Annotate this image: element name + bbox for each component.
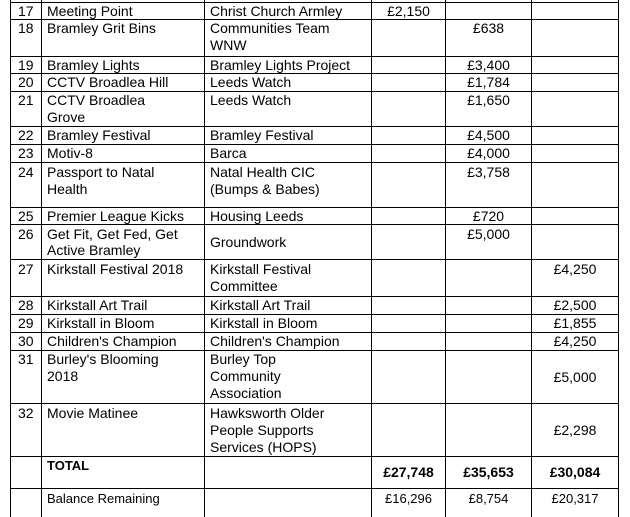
amount-col-2: £3,400: [467, 57, 510, 73]
balance-col-1: £16,296: [385, 491, 432, 506]
total-col-1: £27,748: [383, 464, 434, 480]
amount-col-2: £5,000: [467, 226, 510, 242]
organisation: Leeds Watch: [210, 74, 292, 90]
organisation: Christ Church Armley: [210, 3, 343, 19]
organisation: Communities Team: [210, 20, 330, 36]
organisation: Barca: [210, 145, 247, 161]
row-number: 29: [18, 315, 34, 331]
grid-line: [10, 403, 619, 404]
project-name: Health: [47, 181, 88, 197]
project-name: Burley's Blooming: [47, 351, 159, 367]
amount-col-3: £4,250: [553, 261, 597, 277]
grid-line: [10, 456, 619, 457]
project-name: Premier League Kicks: [47, 208, 184, 224]
project-name: 2018: [47, 368, 79, 384]
organisation: Groundwork: [210, 234, 287, 250]
amount-col-3: £1,855: [553, 315, 597, 331]
row-number: 32: [18, 405, 34, 421]
project-name: Get Fit, Get Fed, Get: [47, 226, 178, 242]
project-name: Grove: [47, 109, 86, 125]
amount-col-2: £4,000: [467, 145, 510, 161]
amount-col-3: £2,500: [553, 297, 597, 313]
project-name: Kirkstall Art Trail: [47, 297, 148, 313]
project-name: Children's Champion: [47, 333, 177, 349]
row-number: 27: [18, 261, 34, 277]
total-label: TOTAL: [47, 458, 90, 473]
organisation: Kirkstall in Bloom: [210, 315, 318, 331]
balance-col-3: £20,317: [551, 491, 599, 506]
amount-col-3: £5,000: [553, 369, 597, 385]
row-number: 17: [18, 3, 34, 19]
amount-col-3: £2,298: [553, 422, 597, 438]
amount-col-2: £4,500: [467, 127, 510, 143]
organisation: (Bumps & Babes): [210, 181, 320, 197]
amount-col-2: £638: [472, 20, 505, 36]
organisation: Housing Leeds: [210, 208, 304, 224]
project-name: Kirkstall in Bloom: [47, 315, 155, 331]
organisation: Bramley Festival: [210, 127, 314, 143]
project-name: Movie Matinee: [47, 405, 139, 421]
row-number: 26: [18, 226, 34, 242]
amount-col-2: £1,650: [467, 92, 510, 108]
row-number: 30: [18, 333, 34, 349]
row-number: 25: [18, 208, 34, 224]
organisation: People Supports: [210, 422, 314, 438]
total-col-2: £35,653: [463, 464, 514, 480]
organisation: Services (HOPS): [210, 439, 317, 455]
project-name: Active Bramley: [47, 242, 141, 258]
organisation: Kirkstall Festival: [210, 261, 312, 277]
grid-line: [10, 162, 619, 163]
project-name: Bramley Lights: [47, 57, 140, 73]
total-col-3: £30,084: [549, 464, 601, 480]
row-number: 21: [18, 92, 34, 108]
grid-line: [10, 488, 619, 489]
organisation: Burley Top: [210, 351, 276, 367]
amount-col-2: £720: [472, 208, 505, 224]
row-number: 24: [18, 164, 34, 180]
amount-col-3: £4,250: [553, 333, 597, 349]
row-number: 28: [18, 297, 34, 313]
row-number: 22: [18, 127, 34, 143]
organisation: Hawksworth Older: [210, 405, 325, 421]
project-name: CCTV Broadlea Hill: [47, 74, 169, 90]
balance-col-2: £8,754: [468, 491, 509, 506]
grid-line: [10, 259, 619, 260]
organisation: Community: [210, 368, 281, 384]
project-name: Passport to Natal: [47, 164, 155, 180]
row-number: 23: [18, 145, 34, 161]
project-name: Motiv-8: [47, 145, 93, 161]
amount-col-2: £3,758: [467, 164, 510, 180]
amount-col-2: £1,784: [467, 74, 510, 90]
project-name: Kirkstall Festival 2018: [47, 261, 184, 277]
organisation: Committee: [210, 278, 278, 294]
row-number: 19: [18, 57, 34, 73]
project-name: Meeting Point: [47, 3, 133, 19]
organisation: Children's Champion: [210, 333, 340, 349]
organisation: WNW: [210, 37, 247, 53]
amount-col-1: £2,150: [387, 3, 430, 19]
organisation: Association: [210, 385, 282, 401]
organisation: Bramley Lights Project: [210, 57, 351, 73]
balance-label: Balance Remaining: [47, 491, 160, 506]
organisation: Natal Health CIC: [210, 164, 316, 180]
organisation: Kirkstall Art Trail: [210, 297, 311, 313]
organisation: Leeds Watch: [210, 92, 292, 108]
row-number: 20: [18, 74, 34, 90]
row-number: 31: [18, 351, 34, 367]
project-name: CCTV Broadlea: [47, 92, 146, 108]
project-name: Bramley Festival: [47, 127, 151, 143]
row-number: 18: [18, 20, 34, 36]
project-name: Bramley Grit Bins: [47, 20, 156, 36]
